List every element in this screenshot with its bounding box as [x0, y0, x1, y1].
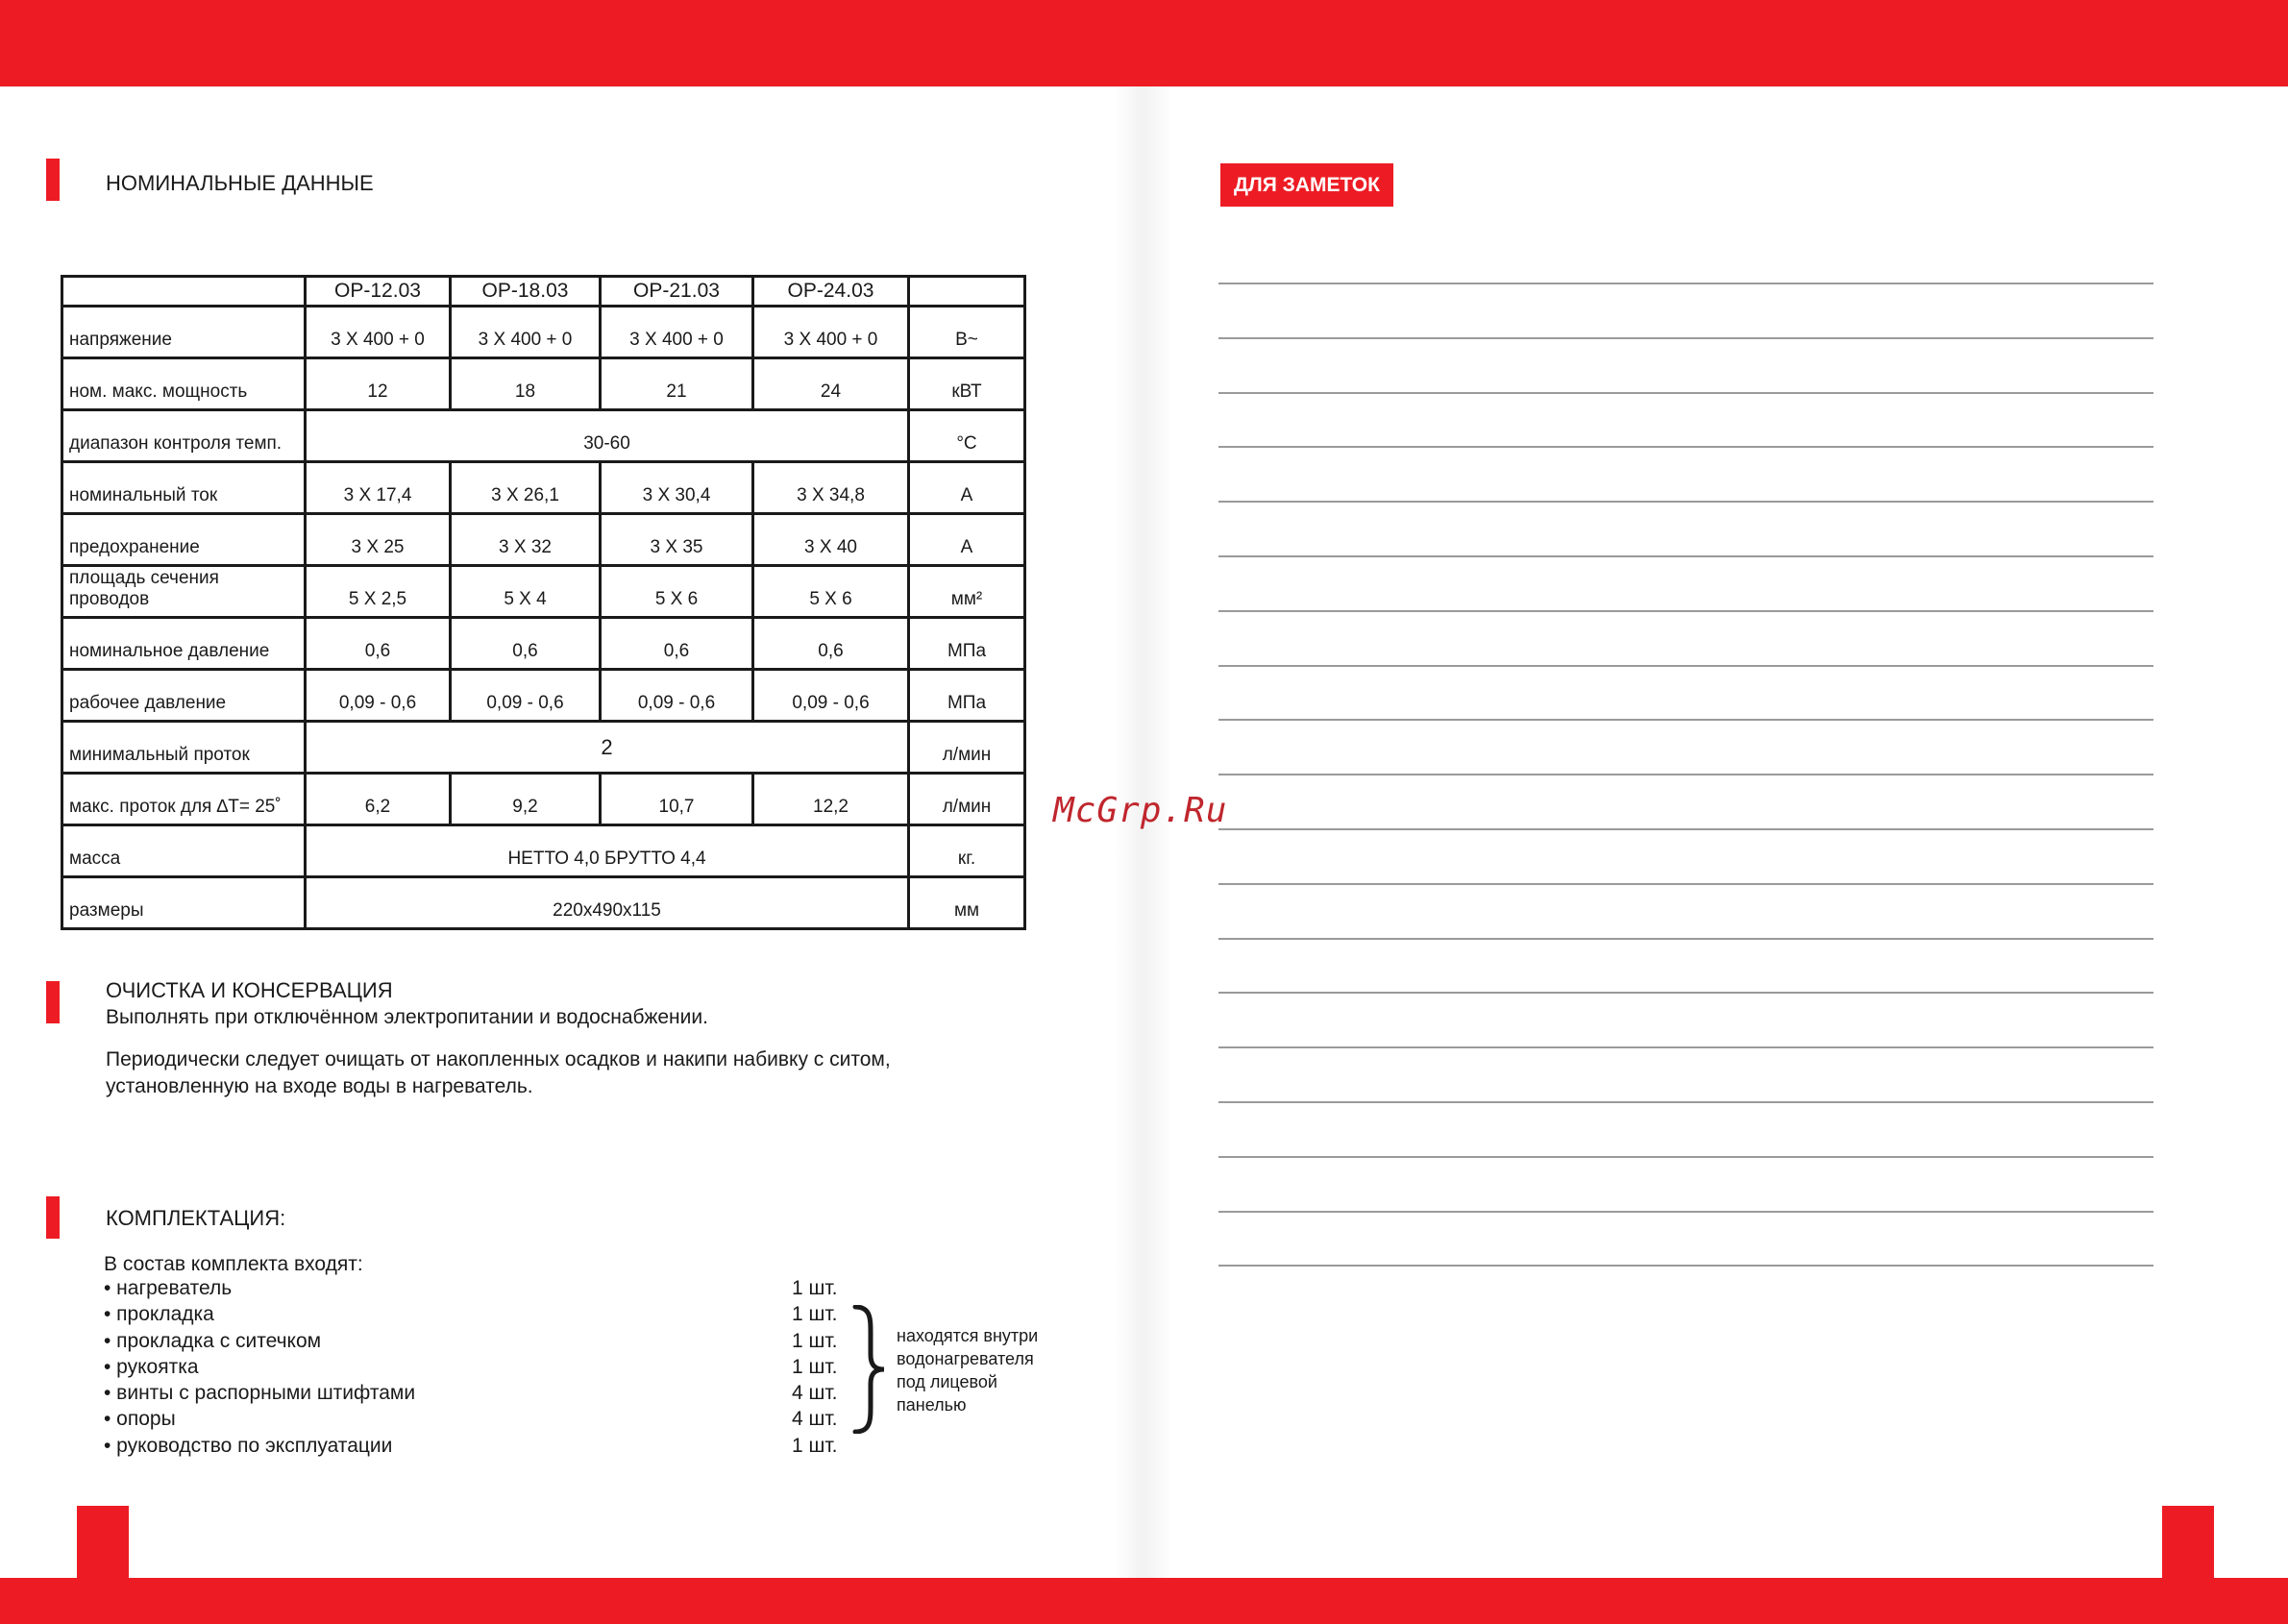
- value-cell: 3 X 400 + 0: [451, 307, 601, 358]
- nominal-data-heading: НОМИНАЛЬНЫЕ ДАННЫЕ: [106, 171, 374, 195]
- kit-note-line: под лицевой: [897, 1372, 997, 1391]
- merged-value: 30-60: [306, 410, 909, 462]
- merged-value: НЕТТО 4,0 БРУТТО 4,4: [306, 825, 909, 877]
- note-line: [1218, 337, 2153, 339]
- value-cell: 0,6: [451, 618, 601, 670]
- kit-item-qty: 1 шт.: [792, 1277, 838, 1299]
- value-cell: 0,09 - 0,6: [306, 670, 451, 722]
- table-row: [62, 566, 1025, 618]
- kit-item-name: • прокладка: [104, 1303, 214, 1326]
- specs-table: [61, 275, 1026, 930]
- kit-note-line: панелью: [897, 1395, 967, 1415]
- header-unit-cell: [909, 277, 1025, 307]
- value-cell: 0,6: [601, 618, 753, 670]
- value-cell: 10,7: [601, 774, 753, 825]
- value-cell: 3 X 30,4: [601, 462, 753, 514]
- cleaning-line-2: Периодически следует очищать от накопленных осадков и накипи набивку с ситом,: [106, 1048, 891, 1070]
- value-cell: 5 X 6: [753, 566, 909, 618]
- value-cell: 0,6: [306, 618, 451, 670]
- kit-note-line: находятся внутри: [897, 1326, 1039, 1345]
- kit-item-qty: 1 шт.: [792, 1329, 838, 1352]
- note-line: [1218, 1101, 2153, 1103]
- note-line: [1218, 774, 2153, 775]
- value-cell: 0,09 - 0,6: [601, 670, 753, 722]
- note-line: [1218, 665, 2153, 667]
- value-cell: 3 X 34,8: [753, 462, 909, 514]
- cleaning-heading: ОЧИСТКА И КОНСЕРВАЦИЯ: [106, 978, 393, 1002]
- section-marker: [46, 981, 60, 1023]
- param-label: предохранение: [62, 514, 306, 566]
- kit-item-qty: 4 шт.: [792, 1382, 838, 1405]
- value-cell: 3 X 400 + 0: [601, 307, 753, 358]
- notes-label: ДЛЯ ЗАМЕТОК: [1220, 163, 1393, 207]
- value-cell: 3 X 400 + 0: [753, 307, 909, 358]
- value-cell: 3 X 35: [601, 514, 753, 566]
- unit-cell: °C: [909, 410, 1025, 462]
- table-row: [62, 358, 1025, 410]
- value-cell: 21: [601, 358, 753, 410]
- kit-item-qty: 4 шт.: [792, 1408, 838, 1431]
- unit-cell: л/мин: [909, 722, 1025, 774]
- model-header: OP-21.03: [601, 277, 753, 307]
- note-line: [1218, 828, 2153, 830]
- model-header: OP-24.03: [753, 277, 909, 307]
- note-line: [1218, 1211, 2153, 1213]
- param-label: площадь сечения проводов: [62, 566, 306, 618]
- note-line: [1218, 446, 2153, 448]
- value-cell: 0,6: [753, 618, 909, 670]
- kit-item-name: • прокладка с ситечком: [104, 1329, 322, 1352]
- section-marker: [46, 159, 60, 201]
- param-label: масса: [62, 825, 306, 877]
- note-line: [1218, 501, 2153, 503]
- param-label: диапазон контроля темп.: [62, 410, 306, 462]
- value-cell: 3 X 32: [451, 514, 601, 566]
- param-label: номинальное давление: [62, 618, 306, 670]
- note-line: [1218, 1156, 2153, 1158]
- note-line: [1218, 392, 2153, 394]
- kit-intro: В состав комплекта входят:: [104, 1253, 363, 1275]
- note-line: [1218, 719, 2153, 721]
- bottom-red-band: [0, 1578, 2288, 1624]
- unit-cell: кг.: [909, 825, 1025, 877]
- value-cell: 0,09 - 0,6: [451, 670, 601, 722]
- section-marker: [46, 1196, 60, 1239]
- value-cell: 5 X 6: [601, 566, 753, 618]
- unit-cell: А: [909, 462, 1025, 514]
- unit-cell: А: [909, 514, 1025, 566]
- list-item: [104, 1277, 1065, 1303]
- model-header: OP-12.03: [306, 277, 451, 307]
- value-cell: 3 X 17,4: [306, 462, 451, 514]
- table-row: [62, 825, 1025, 877]
- unit-cell: В~: [909, 307, 1025, 358]
- value-cell: 6,2: [306, 774, 451, 825]
- note-line: [1218, 992, 2153, 994]
- note-line: [1218, 938, 2153, 940]
- footer-tab-left: [77, 1506, 129, 1578]
- table-row: [62, 877, 1025, 929]
- table-row: [62, 774, 1025, 825]
- value-cell: 24: [753, 358, 909, 410]
- model-header: OP-18.03: [451, 277, 601, 307]
- kit-item-name: • рукоятка: [104, 1355, 199, 1378]
- kit-item-name: • руководство по эксплуатации: [104, 1434, 393, 1457]
- merged-value: 2: [306, 722, 909, 774]
- unit-cell: мм: [909, 877, 1025, 929]
- table-row: [62, 514, 1025, 566]
- table-row: [62, 670, 1025, 722]
- cleaning-line-1: Выполнять при отключённом электропитании и водоснабжении.: [106, 1006, 708, 1028]
- note-line: [1218, 883, 2153, 885]
- watermark: McGrp.Ru: [1053, 791, 1228, 830]
- note-line: [1218, 1265, 2153, 1267]
- curly-brace-icon: [849, 1305, 888, 1434]
- unit-cell: кВТ: [909, 358, 1025, 410]
- kit-item-qty: 1 шт.: [792, 1355, 838, 1378]
- kit-item-name: • нагреватель: [104, 1277, 233, 1299]
- unit-cell: л/мин: [909, 774, 1025, 825]
- list-item: [104, 1435, 1065, 1461]
- param-label: минимальный проток: [62, 722, 306, 774]
- table-row: [62, 410, 1025, 462]
- value-cell: 3 X 40: [753, 514, 909, 566]
- param-label: ном. макс. мощность: [62, 358, 306, 410]
- footer-tab-right: [2162, 1506, 2214, 1578]
- note-line: [1218, 555, 2153, 557]
- specs-header-row: [62, 277, 1025, 307]
- kit-heading: КОМПЛЕКТАЦИЯ:: [106, 1206, 286, 1230]
- table-row: [62, 462, 1025, 514]
- value-cell: 12,2: [753, 774, 909, 825]
- value-cell: 3 X 26,1: [451, 462, 601, 514]
- unit-cell: мм²: [909, 566, 1025, 618]
- value-cell: 18: [451, 358, 601, 410]
- param-label: размеры: [62, 877, 306, 929]
- param-label: напряжение: [62, 307, 306, 358]
- top-red-band: [0, 0, 2288, 86]
- page-spine: [1115, 86, 1172, 1578]
- value-cell: 3 X 400 + 0: [306, 307, 451, 358]
- header-param-cell: [62, 277, 306, 307]
- note-line: [1218, 1046, 2153, 1048]
- param-label: рабочее давление: [62, 670, 306, 722]
- cleaning-line-3: установленную на входе воды в нагреватель.: [106, 1075, 533, 1097]
- kit-item-name: • винты с распорными штифтами: [104, 1382, 416, 1405]
- param-label: макс. проток для ∆T= 25˚: [62, 774, 306, 825]
- kit-note-line: водонагревателя: [897, 1349, 1034, 1368]
- table-row: [62, 307, 1025, 358]
- note-line: [1218, 283, 2153, 284]
- param-label: номинальный ток: [62, 462, 306, 514]
- value-cell: 12: [306, 358, 451, 410]
- table-row: [62, 618, 1025, 670]
- value-cell: 3 X 25: [306, 514, 451, 566]
- kit-item-qty: 1 шт.: [792, 1434, 838, 1457]
- value-cell: 5 X 2,5: [306, 566, 451, 618]
- value-cell: 5 X 4: [451, 566, 601, 618]
- unit-cell: МПа: [909, 618, 1025, 670]
- value-cell: 0,09 - 0,6: [753, 670, 909, 722]
- value-cell: 9,2: [451, 774, 601, 825]
- kit-item-name: • опоры: [104, 1408, 176, 1431]
- unit-cell: МПа: [909, 670, 1025, 722]
- kit-note: [897, 1324, 1089, 1416]
- kit-item-qty: 1 шт.: [792, 1303, 838, 1326]
- note-line: [1218, 610, 2153, 612]
- merged-value: 220x490x115: [306, 877, 909, 929]
- table-row: [62, 722, 1025, 774]
